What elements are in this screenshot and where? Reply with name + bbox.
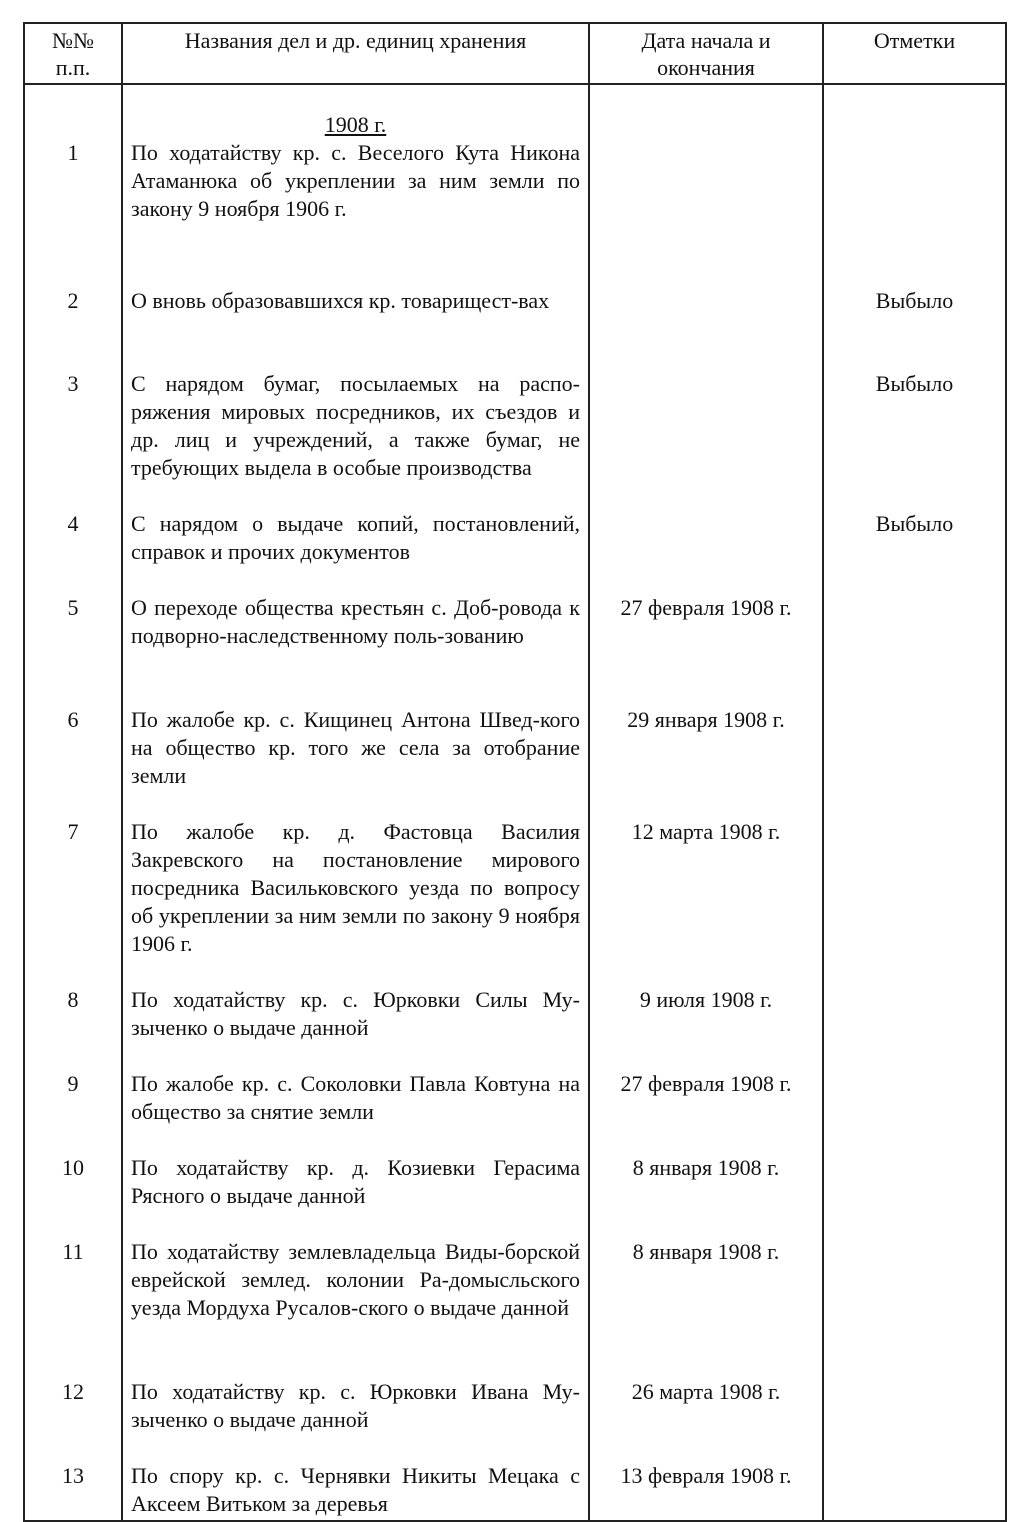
row-date xyxy=(589,342,823,482)
header-date xyxy=(589,23,823,84)
header-notes-text: Отметки xyxy=(873,28,956,53)
row-number: 2 xyxy=(24,259,122,342)
table-row xyxy=(24,84,1006,259)
row-title: О вновь образовавшихся кр. товарищест-вах xyxy=(122,259,589,342)
row-date: 8 января 1908 г. xyxy=(589,1126,823,1210)
table-row xyxy=(24,1434,1006,1521)
row-number: 6 xyxy=(24,678,122,790)
header-number-line1: №№ xyxy=(52,28,94,53)
row-title-cell xyxy=(122,84,589,259)
row-number: 4 xyxy=(24,482,122,566)
inventory-table xyxy=(23,22,1007,1522)
row-notes xyxy=(823,1210,1006,1350)
row-date: 26 марта 1908 г. xyxy=(589,1350,823,1434)
row-notes xyxy=(823,84,1006,259)
table-row xyxy=(24,678,1006,790)
table-row xyxy=(24,1126,1006,1210)
table-row xyxy=(24,482,1006,566)
header-title-text: Названия дел и др. единиц хранения xyxy=(184,28,527,53)
row-title: О переходе общества крестьян с. Доб-ровода к подворно-наследственному поль-зованию xyxy=(122,566,589,678)
row-title: По ходатайству кр. с. Юрковки Ивана Му-зыченко о выдаче данной xyxy=(122,1350,589,1434)
row-notes: Выбыло xyxy=(823,259,1006,342)
table-row xyxy=(24,259,1006,342)
row-number: 3 xyxy=(24,342,122,482)
header-notes xyxy=(823,23,1006,84)
row-title: По жалобе кр. с. Кищинец Антона Швед-кого на общество кр. того же села за отобрание земли xyxy=(122,678,589,790)
row-notes xyxy=(823,958,1006,1042)
row-notes xyxy=(823,790,1006,958)
row-number: 5 xyxy=(24,566,122,678)
row-title: С нарядом о выдаче копий, постановлений, справок и прочих документов xyxy=(122,482,589,566)
row-title: С нарядом бумаг, посылаемых на распо-ряжения мировых посредников, их съездов и др. лиц и учреждений, а также бумаг, не требующих выдела в особые производства xyxy=(122,342,589,482)
table-row xyxy=(24,1210,1006,1350)
table-row xyxy=(24,790,1006,958)
table-row xyxy=(24,1042,1006,1126)
row-title: По ходатайству кр. с. Веселого Кута Никона Атаманюка об укреплении за ним земли по закону 9 ноября 1906 г. xyxy=(131,140,580,221)
row-title: По жалобе кр. д. Фастовца Василия Закревского на постановление мирового посредника Васильковского уезда по вопросу об укреплении за ним земли по закону 9 ноября 1906 г. xyxy=(122,790,589,958)
header-number-line2: п.п. xyxy=(55,55,91,80)
row-number: 1 xyxy=(24,84,122,259)
row-notes: Выбыло xyxy=(823,482,1006,566)
row-notes xyxy=(823,678,1006,790)
row-notes xyxy=(823,1434,1006,1521)
row-title: По ходатайству землевладельца Виды-борской еврейской землед. колонии Ра-домысльского уезда Мордуха Русалов-ского о выдаче данной xyxy=(122,1210,589,1350)
row-number: 10 xyxy=(24,1126,122,1210)
row-notes xyxy=(823,1350,1006,1434)
header-date-line2: окончания xyxy=(657,55,755,80)
row-date: 9 июля 1908 г. xyxy=(589,958,823,1042)
row-title: По спору кр. с. Чернявки Никиты Мецака с Аксеем Витьком за деревья xyxy=(122,1434,589,1521)
table-header xyxy=(24,23,1006,84)
row-date: 27 февраля 1908 г. xyxy=(589,1042,823,1126)
row-date: 12 марта 1908 г. xyxy=(589,790,823,958)
header-row xyxy=(24,23,1006,84)
table-row xyxy=(24,958,1006,1042)
row-date xyxy=(589,482,823,566)
row-date: 13 февраля 1908 г. xyxy=(589,1434,823,1521)
row-notes: Выбыло xyxy=(823,342,1006,482)
header-title xyxy=(122,23,589,84)
table-row xyxy=(24,1350,1006,1434)
row-notes xyxy=(823,1042,1006,1126)
row-number: 13 xyxy=(24,1434,122,1521)
row-date: 29 января 1908 г. xyxy=(589,678,823,790)
table-row xyxy=(24,342,1006,482)
row-title: По ходатайству кр. д. Козиевки Герасима Рясного о выдаче данной xyxy=(122,1126,589,1210)
row-date: 8 января 1908 г. xyxy=(589,1210,823,1350)
row-number: 8 xyxy=(24,958,122,1042)
row-number: 9 xyxy=(24,1042,122,1126)
row-date xyxy=(589,84,823,259)
row-number: 11 xyxy=(24,1210,122,1350)
year-heading: 1908 г. xyxy=(324,112,387,137)
row-notes xyxy=(823,566,1006,678)
row-date: 27 февраля 1908 г. xyxy=(589,566,823,678)
table-row xyxy=(24,566,1006,678)
row-date xyxy=(589,259,823,342)
row-title: По ходатайству кр. с. Юрковки Силы Му-зыченко о выдаче данной xyxy=(122,958,589,1042)
row-title: По жалобе кр. с. Соколовки Павла Ковтуна на общество за снятие земли xyxy=(122,1042,589,1126)
header-date-line1: Дата начала и xyxy=(641,28,771,53)
row-number: 7 xyxy=(24,790,122,958)
row-number: 12 xyxy=(24,1350,122,1434)
header-number xyxy=(24,23,122,84)
row-notes xyxy=(823,1126,1006,1210)
